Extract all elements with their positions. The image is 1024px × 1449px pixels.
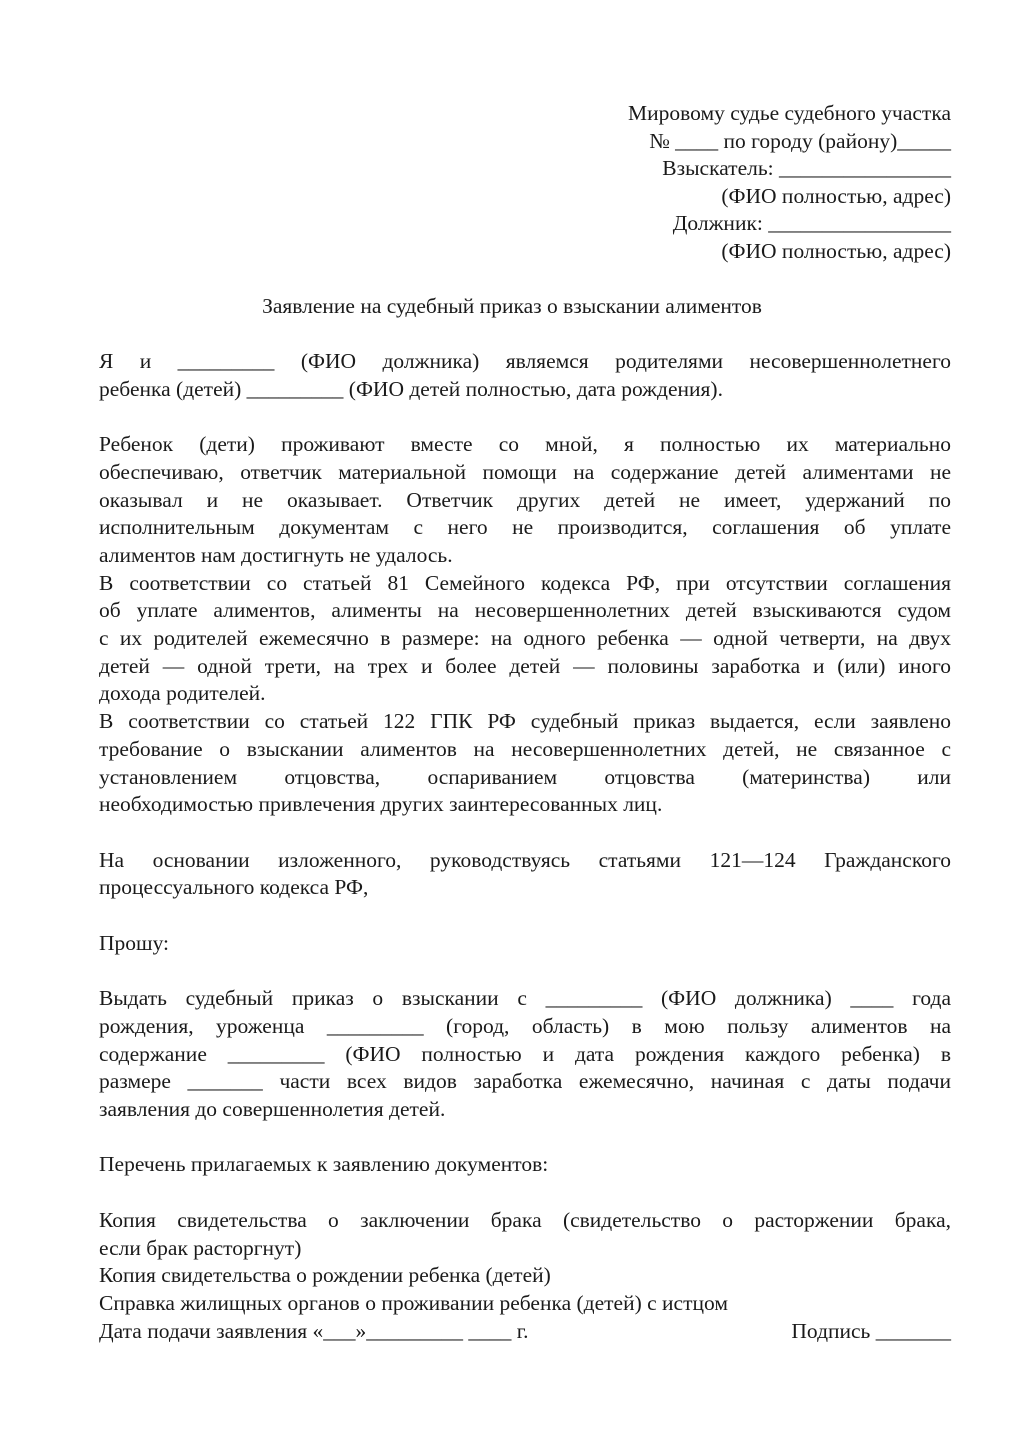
attachment-item: Копия свидетельства о заключении брака (свидетельство о расторжении брака, bbox=[99, 1208, 951, 1232]
paragraph-article81-line: с их родителей ежемесячно в размере: на одного ребенка — одной четверти, на двух bbox=[99, 626, 951, 650]
paragraph-support-line: обеспечиваю, ответчик материальной помощи на содержание детей алиментами не bbox=[99, 460, 951, 484]
paragraph-support-line: исполнительным документам с него не производится, соглашения об уплате bbox=[99, 515, 951, 539]
paragraph-support-line: Ребенок (дети) проживают вместе со мной, я полностью их материально bbox=[99, 432, 951, 456]
paragraph-article122-line: установлением отцовства, оспариванием отцовства (материнства) или bbox=[99, 765, 951, 789]
paragraph-article81-line: В соответствии со статьей 81 Семейного кодекса РФ, при отсутствии соглашения bbox=[99, 571, 951, 595]
paragraph-request-line: содержание _________ (ФИО полностью и дата рождения каждого ребенка) в bbox=[99, 1042, 951, 1066]
paragraph-article81-line: дохода родителей. bbox=[99, 681, 266, 705]
paragraph-support-line: оказывал и не оказывает. Ответчик других детей не имеет, удержаний по bbox=[99, 488, 951, 512]
request-label: Прошу: bbox=[99, 931, 170, 955]
document-title: Заявление на судебный приказ о взыскании алиментов bbox=[262, 294, 762, 318]
header-debtor: Должник: _________________ bbox=[672, 211, 951, 235]
paragraph-request-line: размере _______ части всех видов заработка ежемесячно, начиная с даты подачи bbox=[99, 1069, 951, 1093]
header-debtor-hint: (ФИО полностью, адрес) bbox=[721, 239, 951, 263]
paragraph-support-line: алиментов нам достигнуть не удалось. bbox=[99, 543, 453, 567]
attachment-item: Копия свидетельства о рождении ребенка (детей) bbox=[99, 1263, 551, 1287]
paragraph-article122-line: В соответствии со статьей 122 ГПК РФ судебный приказ выдается, если заявлено bbox=[99, 709, 951, 733]
paragraph-request-line: заявления до совершеннолетия детей. bbox=[99, 1097, 446, 1121]
paragraph-article81-line: детей — одной трети, на трех и более детей — половины заработка и (или) иного bbox=[99, 654, 951, 678]
paragraph-article122-line: требование о взыскании алиментов на несовершеннолетних детей, не связанное с bbox=[99, 737, 951, 761]
paragraph-basis-line: На основании изложенного, руководствуясь статьями 121—124 Гражданского bbox=[99, 848, 951, 872]
paragraph-article122-line: необходимостью привлечения других заинтересованных лиц. bbox=[99, 792, 663, 816]
paragraph-parents-line: Я и _________ (ФИО должника) являемся родителями несовершеннолетнего bbox=[99, 349, 951, 373]
signature-field: Подпись _______ bbox=[791, 1319, 951, 1343]
attachment-item: если брак расторгнут) bbox=[99, 1236, 302, 1260]
paragraph-parents-line: ребенка (детей) _________ (ФИО детей полностью, дата рождения). bbox=[99, 377, 723, 401]
paragraph-article81-line: об уплате алиментов, алименты на несовершеннолетних детей взыскиваются судом bbox=[99, 598, 951, 622]
attachments-label: Перечень прилагаемых к заявлению документов: bbox=[99, 1152, 549, 1176]
paragraph-request-line: рождения, уроженца _________ (город, область) в мою пользу алиментов на bbox=[99, 1014, 951, 1038]
header-claimant: Взыскатель: ________________ bbox=[662, 156, 951, 180]
header-court: Мировому судье судебного участка bbox=[628, 101, 951, 125]
filing-date: Дата подачи заявления «___»_________ ____ г. bbox=[99, 1319, 529, 1343]
header-district: № ____ по городу (району)_____ bbox=[649, 129, 951, 153]
paragraph-basis-line: процессуального кодекса РФ, bbox=[99, 875, 369, 899]
header-claimant-hint: (ФИО полностью, адрес) bbox=[721, 184, 951, 208]
attachment-item: Справка жилищных органов о проживании ребенка (детей) с истцом bbox=[99, 1291, 728, 1315]
paragraph-request-line: Выдать судебный приказ о взыскании с _________ (ФИО должника) ____ года bbox=[99, 986, 951, 1010]
